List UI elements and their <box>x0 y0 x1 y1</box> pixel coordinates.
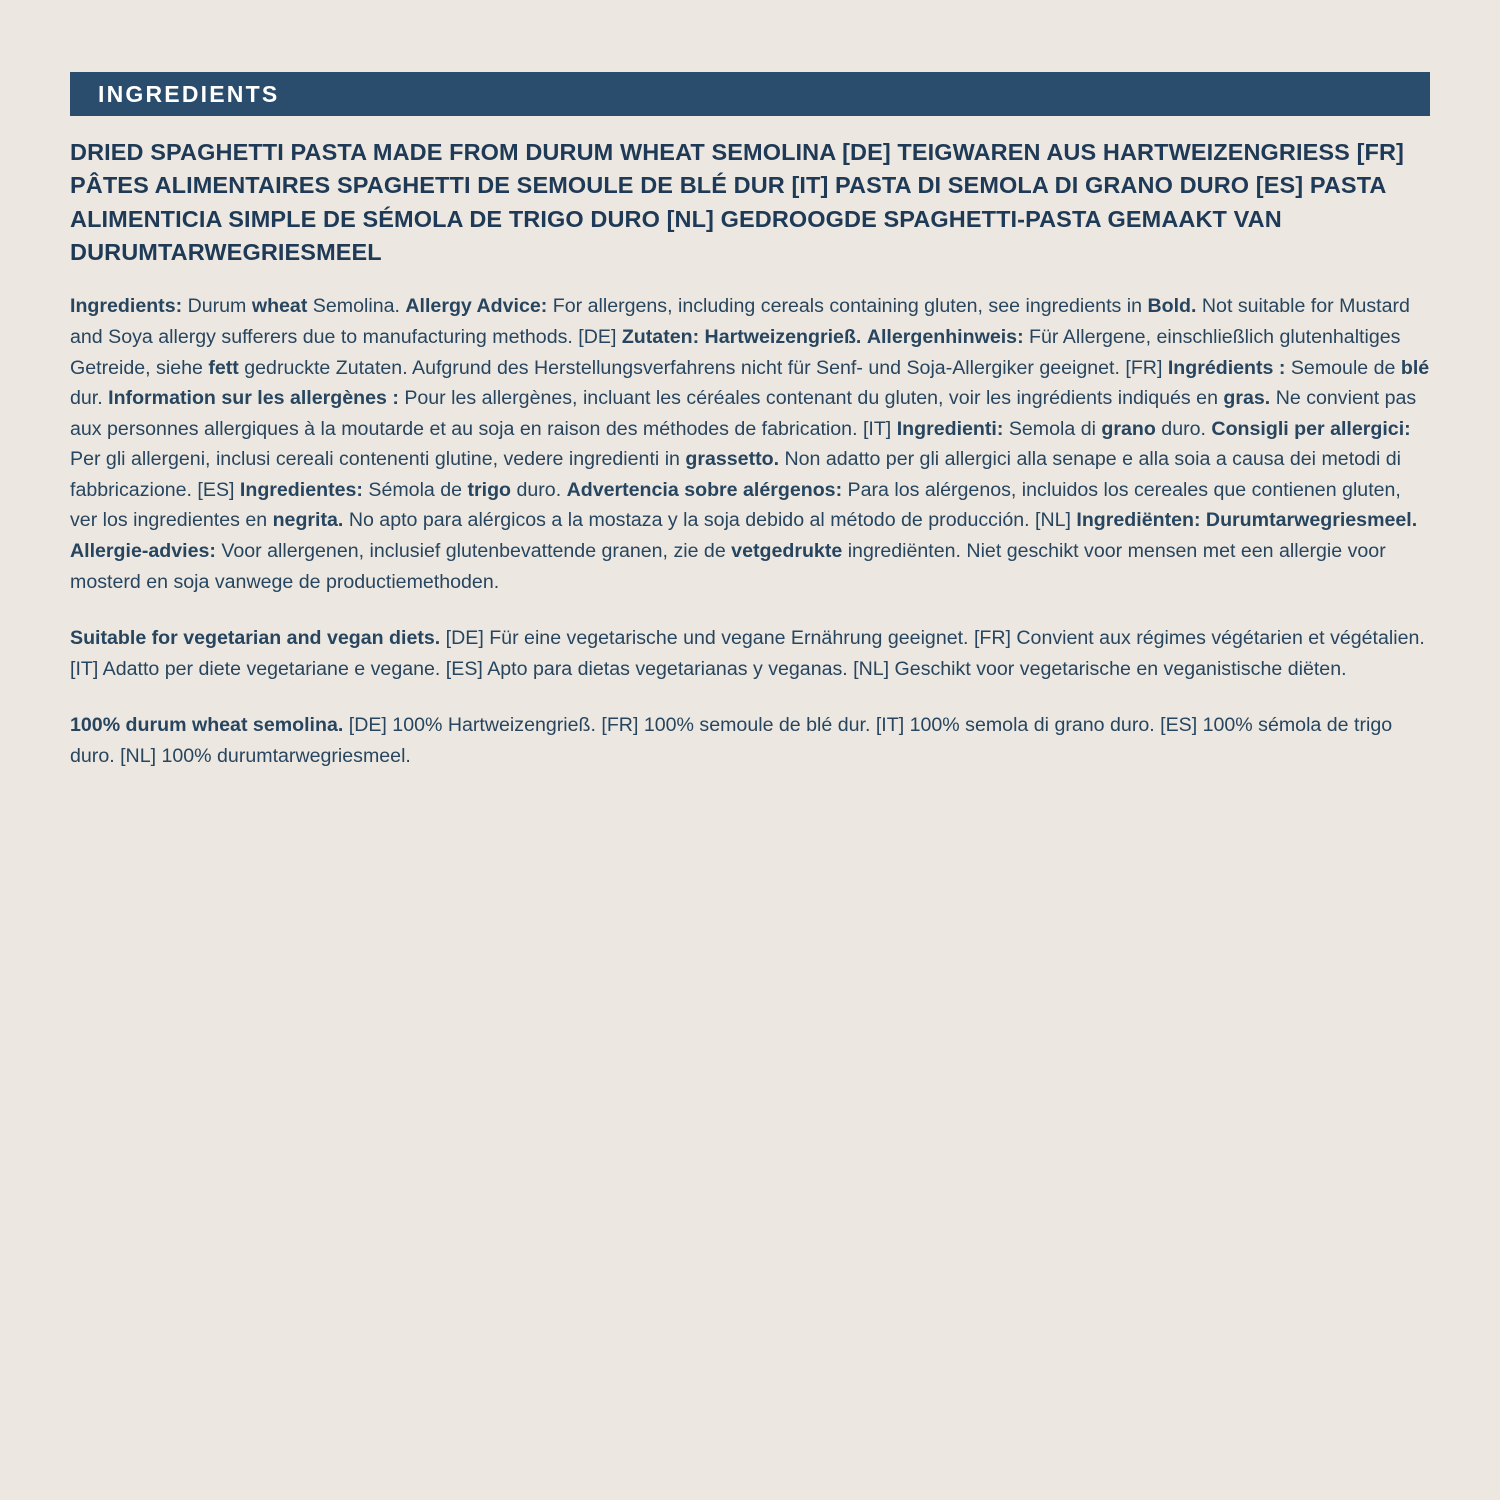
multilingual-product-headline: DRIED SPAGHETTI PASTA MADE FROM DURUM WHEAT SEMOLINA [DE] TEIGWAREN AUS HARTWEIZENGRIESS [FR] PÂTES ALIMENTAIRES SPAGHETTI DE SEMOULE DE BLÉ DUR [IT] PASTA DI SEMOLA DI GRANO DURO [ES] PASTA ALIMENTICIA SIMPLE DE SÉMOLA DE TRIGO DURO [NL] GEDROOGDE SPAGHETTI-PASTA GEMAAKT VAN DURUMTARWEGRIESMEEL <box>70 139 1404 266</box>
blank-space <box>70 771 1430 791</box>
ingredients-header-bar <box>70 72 1430 116</box>
ingredients-allergy-paragraph: Ingredients: Durum wheat Semolina. Allergy Advice: For allergens, including cereals containing gluten, see ingredients in Bold. Not suitable for Mustard and Soya allergy sufferers due to manufacturing methods. [DE] Zutaten: Hartweizengrieß. Allergenhinweis: Für Allergene, einschließlich glutenhaltiges Getreide, siehe fett gedruckte Zutaten. Aufgrund des Herstellungsverfahrens nicht für Senf- und Soja-Allergiker geeignet. [FR] Ingrédients : Semoule de blé dur. Information sur les allergènes : Pour les allergènes, incluant les céréales contenant du gluten, voir les ingrédients indiqués en gras. Ne convient pas aux personnes allergiques à la moutarde et au soja en raison des méthodes de fabrication. [IT] Ingredienti: Semola di grano duro. Consigli per allergici: Per gli allergeni, inclusi cereali contenenti glutine, vedere ingredienti in grassetto. Non adatto per gli allergici alla senape e alla soia a causa dei metodi di fabbricazione. [ES] Ingredientes: Sémola de trigo duro. Advertencia sobre alérgenos: Para los alérgenos, incluidos los cereales que contienen gluten, ver los ingredientes en negrita. No apto para alérgicos a la mostaza y la soja debido al método de producción. [NL] Ingrediënten: Durumtarwegriesmeel. Allergie-advies: Voor allergenen, inclusief glutenbevattende granen, zie de vetgedrukte ingrediënten. Niet geschikt voor mensen met een allergie voor mosterd en soja vanwege de productiemethoden. <box>70 295 1430 593</box>
page-title: INGREDIENTS <box>98 80 280 107</box>
percentage-composition-paragraph: 100% durum wheat semolina. [DE] 100% Hartweizengrieß. [FR] 100% semoule de blé dur. [IT] 100% semola di grano duro. [ES] 100% sémola de trigo duro. [NL] 100% durumtarwegriesmeel. <box>70 714 1393 767</box>
vegetarian-vegan-paragraph: Suitable for vegetarian and vegan diets. [DE] Für eine vegetarische und vegane Ernährung geeignet. [FR] Convient aux régimes végétarien et végétalien. [IT] Adatto per diete vegetariane e vegane. [ES] Apto para dietas vegetarianas y veganas. [NL] Geschikt voor vegetarische en veganistische diëten. <box>70 627 1425 680</box>
